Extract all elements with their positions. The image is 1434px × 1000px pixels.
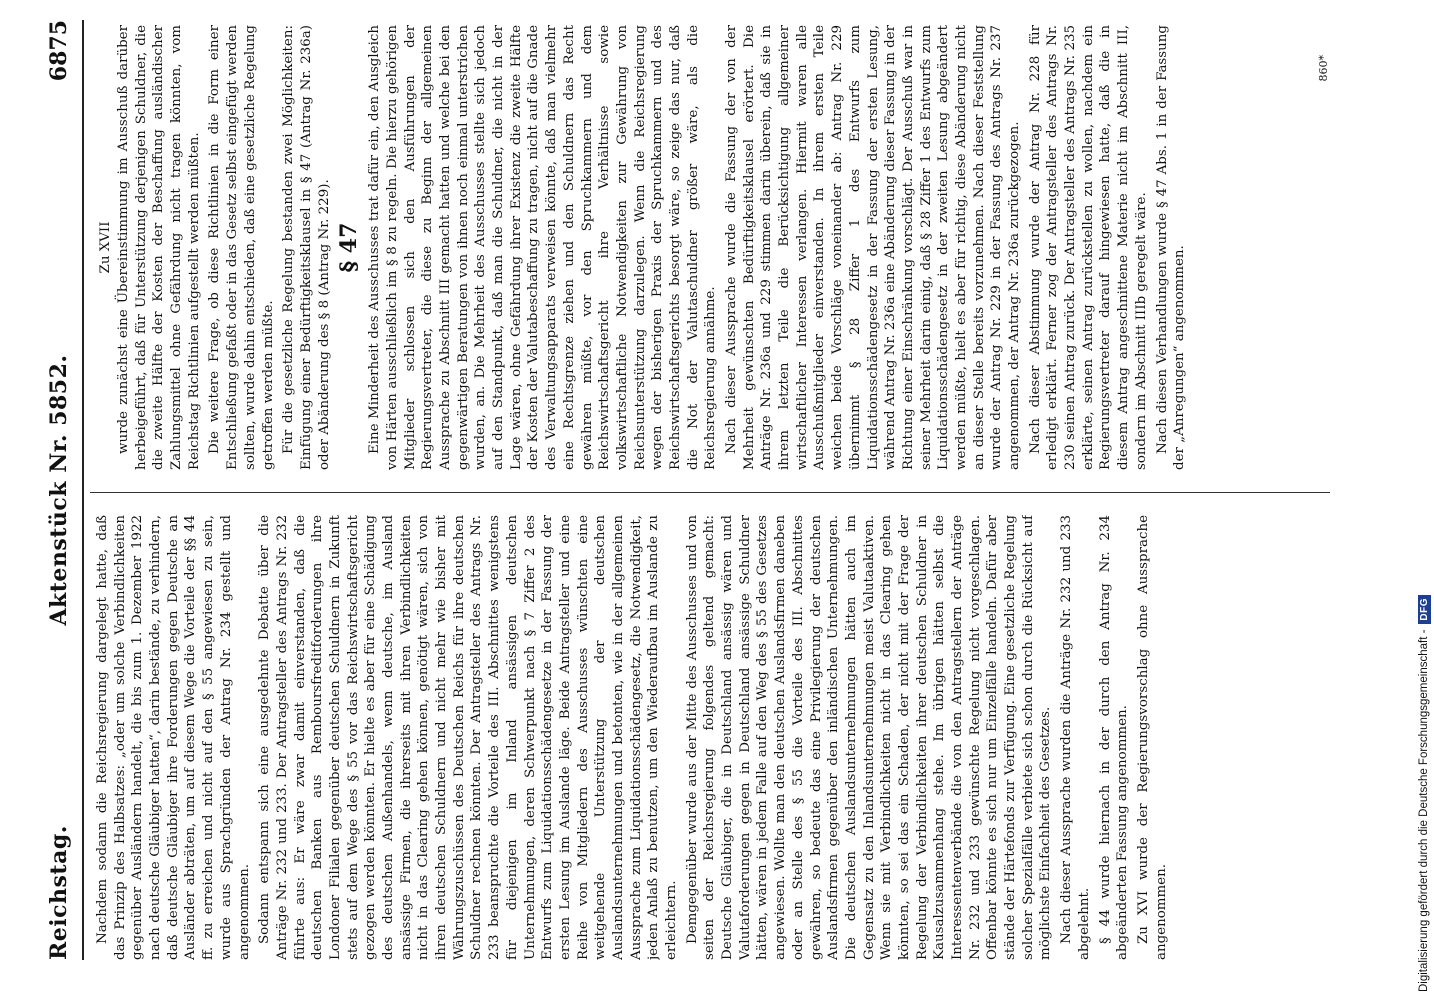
paragraph: Eine Minderheit des Ausschusses trat dafür ein, den Ausgleich von Härten ausschließlich im § 8 zu regeln. Die hierzu gehörigen Mitglieder schlossen sich den Ausführungen der Regierungsvertreter, die diese zu Beginn der allgemeinen Aussprache zu Abschnitt III gemacht hatten und welche bei den gegenwärtigen Beratungen von ihnen noch einmal unterstrichen wurden, an. Die Mehrheit des Ausschusses stellte sich jedoch auf den Standpunkt, daß man die Schuldner, die nicht in der Lage wären, ohne Gefährdung ihrer Existenz die zweite Hälfte der Kosten der Valutabeschaffung zu tragen, nicht auf die Gnade des Verwaltungsapparats verweisen könnte, daß man vielmehr eine Rechtsgrenze ziehen und den Schuldnern das Recht gewähren müßte, vor den Spruchkammern und dem Reichswirtschaftsgericht ihre Verhältnisse sowie volkswirtschaftliche Notwendigkeiten zur Gewährung von Reichsunterstützung darzulegen. Wenn die Reichsregierung wegen der bisherigen Praxis der Spruchkammern und des Reichswirtschaftsgerichts besorgt wäre, so zeige das nur, daß die Not der Valutaschuldner größer wäre, als die Reichsregierung annähme. <box>367 25 719 470</box>
dfg-logo: DFG <box>1418 595 1431 624</box>
paragraph: Nach dieser Aussprache wurde die Fassung der von der Mehrheit gewünschten Bedürftigkeitsklausel erörtert. Die Anträge Nr. 236a und 229 stimmen darin überein, daß sie in ihrem letzten Teile die Berücksichtigung allgemeiner wirtschaftlicher Interessen verlangen. Hiermit waren alle Ausschußmitglieder einverstanden. In ihrem ersten Teile weichen beide Vorschläge voneinander ab: Antrag Nr. 229 übernimmt § 28 Ziffer 1 des Entwurfs zum Liquidationsschädengesetz in der Fassung der ersten Lesung, während Antrag Nr. 236a eine Abänderung dieser Fassung in der Richtung einer Einschränkung vorschlägt. Der Ausschuß war in seiner Mehrheit darin einig, daß § 28 Ziffer 1 des Entwurfs zum Liquidationsschädengesetz in der zweiten Lesung abgeändert werden müßte, hielt es aber für richtig, diese Abänderung nicht an dieser Stelle bereits vorzunehmen. Nach dieser Feststellung wurde der Antrag Nr. 229 in der Fassung des Antrags Nr. 237 angenommen, der Antrag Nr. 236a zurückgezogen. <box>724 25 1022 470</box>
paragraph: Nach diesen Verhandlungen wurde § 47 Abs. 1 in der Fassung der „Anregungen“ angenommen. <box>1154 25 1188 470</box>
header-title: Aktenstück Nr. 5852. <box>46 354 72 626</box>
paragraph: Demgegenüber wurde aus der Mitte des Ausschusses und von seiten der Reichsregierung folgendes geltend gemacht: Deutsche Gläubiger, die in Deutschland ansässig wären und Valutaforderungen gegen in Deutschland ansässige Schuldner hätten, wären in jedem Falle auf den Weg des § 55 des Gesetzes angewiesen. Wollte man den deutschen Auslandsfirmen daneben oder an Stelle des § 55 die Vorteile des III. Abschnittes gewähren, so bedeute das eine Privilegierung der deutschen Auslandsfirmen gegenüber den inländischen Unternehmungen. Die deutschen Auslandsunternehmungen hätten auch im Gegensatz zu den Inlandsunternehmungen meist Valutaaktiven. Wenn sie mit Verbindlichkeiten nicht in das Clearing gehen könnten, so sei das ein Schaden, der nicht mit der Frage der Regelung der Verbindlichkeiten ihrer deutschen Schuldner in Kausalzusammenhang stehe. Im übrigen hätten selbst die Interessentenverbände die von den Antragstellern der Anträge Nr. 232 und 233 gewünschte Regelung nicht vorgeschlagen. Offenbar könnte es sich nur um Einzelfälle handeln. Dafür aber stände der Härtefonds zur Verfügung. Eine gesetzliche Regelung solcher Spezialfälle verbiete sich schon durch die Rücksicht auf möglichste Einfachheit des Gesetzes. <box>684 515 1054 960</box>
scanned-page <box>40 20 1340 960</box>
header-left: Reichstag. <box>46 825 72 960</box>
paragraph: Nachdem sodann die Reichsregierung dargelegt hatte, daß das Prinzip des Halbsatzes: „oder um solche Verbindlichkeiten gegenüber Ausländern handelt, die bis zum 1. Dezember 1922 nach deutsche Gläubiger hatten“, darin bestände, zu verhindern, daß deutsche Gläubiger ihre Forderungen gegen Deutsche an Ausländer abträten, um auf diesem Wege die Vorteile der §§ 44 ff. zu erreichen und nicht auf den § 55 angewiesen zu sein, wurde aus Sprachgründen der Antrag Nr. 234 gestellt und angenommen. <box>95 515 252 960</box>
page-header <box>40 20 84 960</box>
paragraph: Die weitere Frage, ob diese Richtlinien in die Form einer Entschließung gefaßt oder in das Gesetz selbst eingefügt werden sollten, wurde dahin entschieden, daß eine gesetzliche Regelung getroffen werden müßte. <box>207 25 276 470</box>
right-column <box>94 25 1330 470</box>
paragraph: Zu XVI wurde der Regierungsvorschlag ohne Aussprache angenommen. <box>1135 515 1169 960</box>
section-title: Zu XVII <box>98 221 113 274</box>
sidebar-inner <box>1415 8 1433 992</box>
left-column <box>94 515 1330 960</box>
footer-mark: 860* <box>1317 55 1330 82</box>
paragraph: wurde zunächst eine Übereinstimmung im Ausschuß darüber herbeigeführt, daß für Unterstützung derjenigen Schuldner, die die zweite Hälfte der Kosten der Beschaffung ausländischer Zahlungsmittel ohne Gefährdung nicht tragen könnten, vom Reichstag Richtlinien aufgestellt werden müßten. <box>116 25 202 470</box>
column-divider <box>90 492 1330 493</box>
page-number: 6875 <box>46 20 72 82</box>
sidebar <box>1415 8 1433 992</box>
paragraph: Nach dieser Abstimmung wurde der Antrag Nr. 228 für erledigt erklärt. Ferner zog der Antragsteller des Antrags Nr. 230 seinen Antrag zurück. Der Antragsteller des Antrags Nr. 235 erklärte, seinen Antrag zurückstellen zu wollen, nachdem ein Regierungsvertreter darauf hingewiesen hatte, daß die in diesem Antrag angeschnittene Materie nicht im Abschnitt III, sondern im Abschnitt IIIb geregelt wäre. <box>1027 25 1149 470</box>
paragraph: Sodann entspann sich eine ausgedehnte Debatte über die Anträge Nr. 232 und 233. Der Antragsteller des Antrags Nr. 232 führte aus: Er wäre zwar damit einverstanden, daß die deutschen Banken aus Remboursfreditforderungen ihre Londoner Filialen gegenüber deutschen Schuldnern in Zukunft stets auf dem Wege des § 55 vor das Reichswirtschaftsgericht gezogen werden könnten. Er hielte es aber für eine Schädigung des deutschen Außenhandels, wenn deutsche, im Ausland ansässige Firmen, die ihrerseits mit ihren Verbindlichkeiten nicht in das Clearing gehen können, genötigt wären, sich von ihren deutschen Schuldnern und nicht mehr wie bisher mit Währungszuschüssen des Deutschen Reichs für ihre deutschen Schuldner rechnen könnten. Der Antragsteller des Antrags Nr. 233 beanspruchte die Vorteile des III. Abschnittes wenigstens für diejenigen im Inland ansässigen deutschen Unternehmungen, deren Schwerpunkt nach § 7 Ziffer 2 des Entwurfs zum Liquidationsschädengesetze in der Fassung der ersten Lesung im Auslande läge. Beide Antragsteller und eine Reihe von Mitgliedern des Ausschusses wünschten eine weitgehende Unterstützung der deutschen Auslandsunternehmungen und betonten, wie in der allgemeinen Aussprache zum Liquidationsschädengesetz, die Notwendigkeit, jeden Anlaß zu benutzen, um den Wiederaufbau im Auslande zu erleichtern. <box>257 515 679 960</box>
paragraph: Nach dieser Aussprache wurden die Anträge Nr. 232 und 233 abgelehnt. <box>1059 515 1092 960</box>
paragraph: § 44 wurde hiernach in der durch den Antrag Nr. 234 abgeänderten Fassung angenommen. <box>1097 515 1131 960</box>
paragraph: Für die gesetzliche Regelung bestanden zwei Möglichkeiten: Einfügung einer Bedürftigkeitsklausel in § 47 (Antrag Nr. 236a) oder Abänderung des § 8 (Antrag Nr. 229). <box>281 25 332 470</box>
sidebar-text: Digitalisierung gefördert durch die Deutsche Forschungsgemeinschaft - <box>1418 629 1430 992</box>
section-heading: § 47 <box>336 222 363 273</box>
